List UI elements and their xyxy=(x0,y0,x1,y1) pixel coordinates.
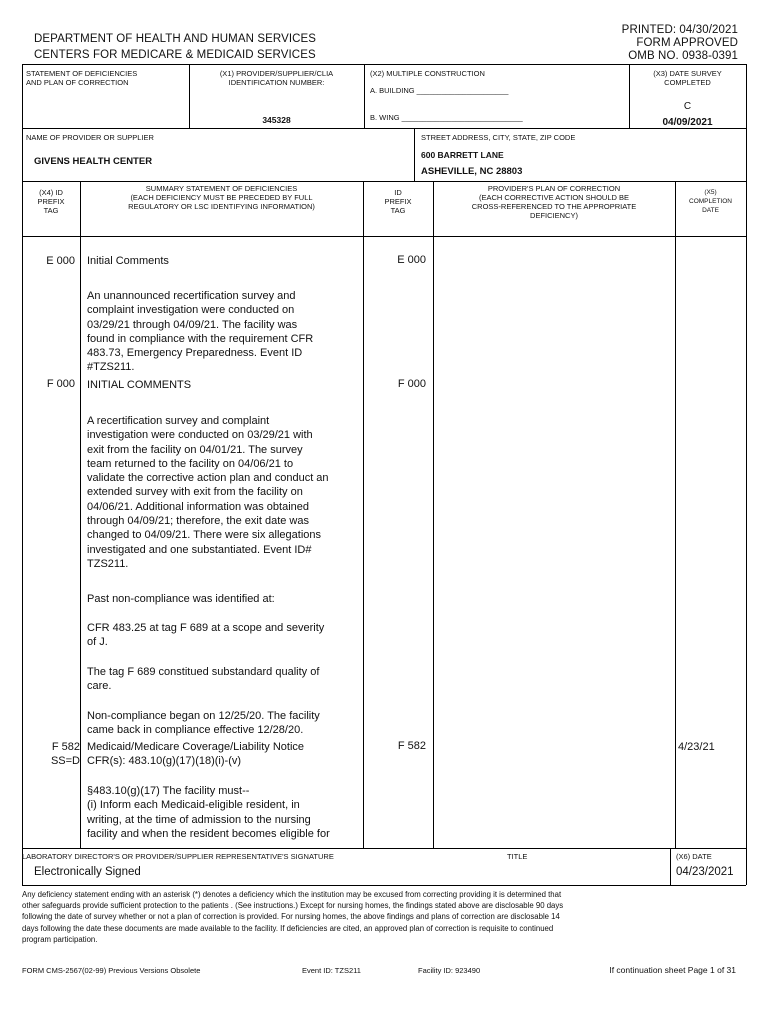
signature-date: 04/23/2021 xyxy=(676,866,734,878)
form-number: FORM CMS-2567(02-99) Previous Versions Obsolete xyxy=(22,966,201,975)
form-approved: FORM APPROVED xyxy=(636,37,738,49)
entry-text: Non-compliance began on 12/25/20. The facility came back in compliance effective 12/28/20. xyxy=(87,710,320,737)
entry-text: Initial Comments xyxy=(87,255,169,267)
entry-id-tag: E 000 xyxy=(397,254,426,266)
agency-name: CENTERS FOR MEDICARE & MEDICAID SERVICES xyxy=(34,49,316,61)
survey-code: C xyxy=(683,101,692,112)
printed-date: PRINTED: 04/30/2021 xyxy=(621,24,738,36)
wing-label: B. WING _____________________________ xyxy=(370,113,523,122)
provider-name-label: NAME OF PROVIDER OR SUPPLIER xyxy=(26,133,154,142)
building-label: A. BUILDING ______________________ xyxy=(370,86,509,95)
signature-value: Electronically Signed xyxy=(34,866,141,878)
omb-number: OMB NO. 0938-0391 xyxy=(628,50,738,62)
event-id: Event ID: TZS211 xyxy=(302,966,361,975)
entry-tag: F 000 xyxy=(46,378,75,390)
entry-text: INITIAL COMMENTS xyxy=(87,379,192,391)
disclaimer-text: Any deficiency statement ending with an asterisk (*) denotes a deficiency which the institution may be excused from correcting providing it is determined that other safeguards provide sufficient protection to the patients . (See instructions.) Except for nursing homes, the findings stated above are disclosable 90 days following the date of survey whether or not a plan of correction is provided. For nursing homes, the above findings and plans of correction are disclosable 14 days following the date these documents are made available to the facility. If deficiencies are cited, an approved plan of correction is requisite to continued program participation. xyxy=(22,890,564,944)
x4-header: (X4) ID PREFIX TAG xyxy=(37,188,65,215)
department-name: DEPARTMENT OF HEALTH AND HUMAN SERVICES xyxy=(34,33,317,45)
entry-text: Past non-compliance was identified at: xyxy=(87,593,275,605)
statement-label: STATEMENT OF DEFICIENCIES AND PLAN OF CORRECTION xyxy=(26,69,138,87)
x3-label: (X3) DATE SURVEY COMPLETED xyxy=(653,69,722,87)
plan-header: PROVIDER'S PLAN OF CORRECTION (EACH CORRECTIVE ACTION SHOULD BE CROSS-REFERENCED TO THE APPROPRIATE DEFICIENCY) xyxy=(471,184,637,220)
facility-id: Facility ID: 923490 xyxy=(418,966,481,975)
entry-tag: E 000 xyxy=(46,255,75,267)
entry-tag: F 582 SS=D xyxy=(50,741,80,768)
page-number: If continuation sheet Page 1 of 31 xyxy=(609,965,736,975)
entry-id-tag: F 582 xyxy=(397,740,426,752)
x2-label: (X2) MULTIPLE CONSTRUCTION xyxy=(370,69,485,78)
entry-text: Medicaid/Medicare Coverage/Liability Notice CFR(s): 483.10(g)(17)(18)(i)-(v) xyxy=(87,741,305,768)
survey-completed-date: 04/09/2021 xyxy=(662,117,713,128)
provider-name: GIVENS HEALTH CENTER xyxy=(34,156,153,167)
signature-label: LABORATORY DIRECTOR'S OR PROVIDER/SUPPLIER REPRESENTATIVE'S SIGNATURE xyxy=(22,852,334,861)
entry-text: §483.10(g)(17) The facility must-- (i) Inform each Medicaid-eligible resident, in writing, at the time of admission to the nursing facility and when the resident becomes eligible for xyxy=(87,785,330,840)
entry-text: The tag F 689 constitued substandard quality of care. xyxy=(87,666,320,693)
summary-header: SUMMARY STATEMENT OF DEFICIENCIES (EACH DEFICIENCY MUST BE PRECEDED BY FULL REGULATORY OR LSC IDENTIFYING INFORMATION) xyxy=(128,184,315,211)
completion-date: 4/23/21 xyxy=(678,741,715,753)
entry-text: An unannounced recertification survey and complaint investigation were conducted on 03/29/21 through 04/09/21. The facility was found in compliance with the requirement CFR 483.73, Emergency Preparedness. Event ID #TZS211. xyxy=(87,290,314,374)
provider-id-number: 345328 xyxy=(262,115,291,125)
entry-text: CFR 483.25 at tag F 689 at a scope and severity of J. xyxy=(87,622,325,649)
x5-header: (X5) COMPLETION DATE xyxy=(689,189,732,214)
date-label: (X6) DATE xyxy=(676,852,712,861)
id-prefix-header: ID PREFIX TAG xyxy=(384,188,412,215)
entry-id-tag: F 000 xyxy=(397,378,426,390)
street-address: 600 BARRETT LANE xyxy=(421,150,504,160)
title-label: TITLE xyxy=(507,852,528,861)
address-label: STREET ADDRESS, CITY, STATE, ZIP CODE xyxy=(421,133,576,142)
city-state-zip: ASHEVILLE, NC 28803 xyxy=(421,166,523,177)
entry-text: A recertification survey and complaint investigation were conducted on 03/29/21 with exit from the facility on 04/01/21. The survey team returned to the facility on 04/06/21 to validate the corrective action plan and conduct an extended survey with exit from the facility on 04/06/21. Additional information was obtained through 04/09/21; therefore, the exit date was changed to 04/09/21. There were six allegations investigated and one substantiated. Event ID# TZS211. xyxy=(87,415,329,570)
x1-label: (X1) PROVIDER/SUPPLIER/CLIA IDENTIFICATION NUMBER: xyxy=(219,69,334,87)
